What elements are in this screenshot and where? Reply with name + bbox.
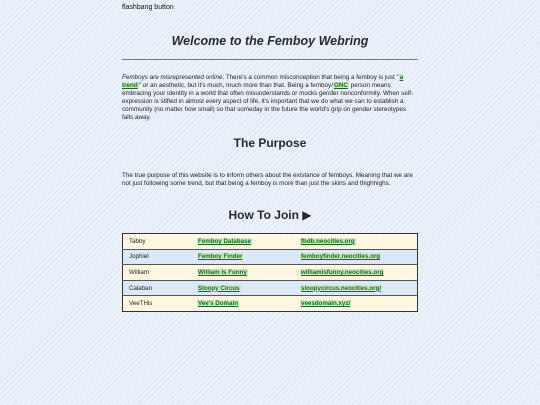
member-site-link[interactable]: Femboy Finder (198, 253, 243, 261)
intro-lead: Femboys are misrepresented online (122, 74, 223, 81)
table-row (123, 249, 418, 265)
webring-table (122, 233, 418, 312)
intro-paragraph (122, 74, 418, 123)
gnc-link[interactable]: GNC (333, 82, 348, 90)
intro-text-1: . There's a common misconception that being a femboy is just " (222, 74, 399, 81)
member-url-link[interactable]: veesdomain.xyz/ (301, 300, 351, 308)
member-site-link[interactable]: Vee's Domain (198, 300, 238, 308)
title-divider (122, 59, 418, 60)
purpose-heading: The Purpose (233, 136, 307, 150)
intro-text-2: " or an aesthetic, but it's much, much more than that. Being a femboy/ (138, 82, 333, 90)
table-row (123, 296, 418, 312)
member-url-link[interactable]: fbdb.neocities.org (301, 237, 355, 245)
member-url-link[interactable]: femboyfinder.neocities.org (301, 253, 381, 261)
how-to-join-heading[interactable]: How To Join ▶ (228, 208, 312, 222)
trend-link[interactable]: a trend (122, 74, 404, 90)
member-site-link[interactable]: Sloopy Circus (198, 284, 240, 292)
table-row (123, 234, 418, 250)
member-site-link[interactable]: William Is Funny (198, 268, 247, 276)
member-name: Calaban (123, 280, 192, 296)
member-name: William (123, 265, 192, 281)
member-url-link[interactable]: williamisfunny.neocities.org (301, 268, 384, 276)
table-row (123, 265, 418, 281)
flashbang-button[interactable]: flashbang button (122, 4, 174, 11)
intro-text-3: person means embracing your identity in a world that often misunderstands or mocks gender nonconformity. When self-expression is stifled in almost every aspect of life, it's important that we do what we can to establish a community (no matter how small) so that someday in the future the world's grip on gender stereotypes falls away. (122, 82, 414, 122)
member-url-link[interactable]: sloopycircus.neocities.org/ (301, 284, 382, 292)
member-name: Jophiel (123, 249, 192, 265)
purpose-paragraph: The true purpose of this website is to inform others about the existance of femboys. Meaning that we are not just following some trend, but that being a femboy is more than just the skirts and thighhighs. (122, 172, 413, 188)
member-name: Tabby (129, 237, 146, 245)
member-site-link[interactable]: Femboy Database (198, 237, 251, 245)
table-row (123, 280, 418, 296)
member-name: VeeTHis (123, 296, 192, 312)
page-title: Welcome to the Femboy Webring (171, 34, 369, 48)
